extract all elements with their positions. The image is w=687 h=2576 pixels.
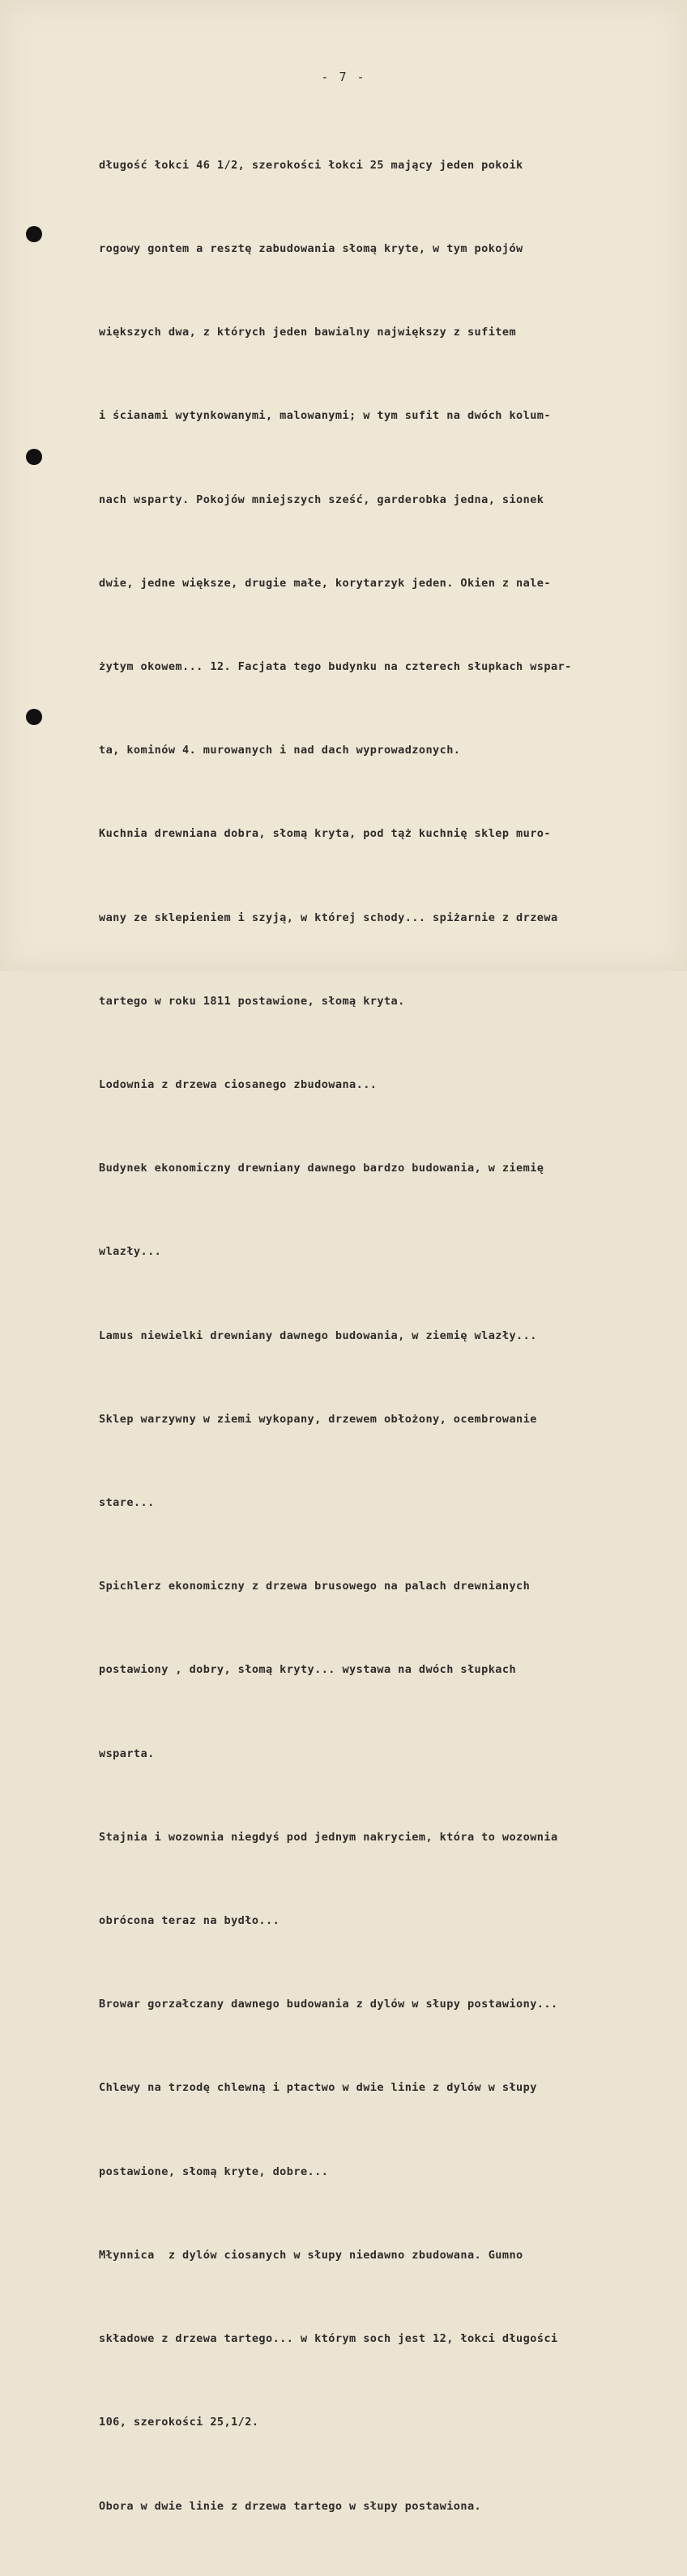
- punch-hole: [26, 709, 42, 725]
- text-line: długość łokci 46 1/2, szerokości łokci 25 mający jeden pokoik: [99, 158, 523, 172]
- body-text: [99, 96, 666, 2576]
- text-line: Lamus niewielki drewniany dawnego budowania, w ziemię wlazły...: [99, 1329, 537, 1342]
- text-line: i ścianami wytynkowanymi, malowanymi; w tym sufit na dwóch kolum-: [99, 409, 551, 423]
- text-line: żytym okowem... 12. Facjata tego budynku na czterech słupkach wspar-: [99, 660, 572, 674]
- text-line: wsparta.: [99, 1746, 155, 1760]
- text-line: wlazły...: [99, 1245, 162, 1259]
- text-line: Browar gorzałczany dawnego budowania z dylów w słupy postawiony...: [99, 1998, 558, 2011]
- text-line: Stajnia i wozownia niegdyś pod jednym nakryciem, która to wozownia: [99, 1830, 558, 1844]
- text-line: większych dwa, z których jeden bawialny największy z sufitem: [99, 326, 517, 339]
- text-line: dwie, jedne większe, drugie małe, korytarzyk jeden. Okien z nale-: [99, 576, 551, 590]
- text-line: nach wsparty. Pokojów mniejszych sześć, garderobka jedna, sionek: [99, 493, 544, 506]
- page-number: - 7 -: [321, 70, 366, 84]
- text-line: Młynnica z dylów ciosanych w słupy niedawno zbudowana. Gumno: [99, 2248, 523, 2262]
- text-line: obrócona teraz na bydło...: [99, 1914, 280, 1928]
- text-line: Chlewy na trzodę chlewną i ptactwo w dwie linie z dylów w słupy: [99, 2081, 537, 2095]
- text-line: 106, szerokości 25,1/2.: [99, 2416, 259, 2429]
- text-line: stare...: [99, 1496, 155, 1510]
- text-line: Budynek ekonomiczny drewniany dawnego bardzo budowania, w ziemię: [99, 1162, 544, 1175]
- text-line: Lodownia z drzewa ciosanego zbudowana...: [99, 1078, 378, 1092]
- text-line: Spichlerz ekonomiczny z drzewa brusowego na palach drewnianych: [99, 1580, 531, 1593]
- text-line: postawiony , dobry, słomą kryty... wystawa na dwóch słupkach: [99, 1663, 517, 1677]
- text-line: rogowy gontem a resztę zabudowania słomą kryte, w tym pokojów: [99, 242, 523, 256]
- text-line: ta, kominów 4. murowanych i nad dach wyprowadzonych.: [99, 744, 461, 757]
- text-line: Sklep warzywny w ziemi wykopany, drzewem obłożony, ocembrowanie: [99, 1412, 537, 1426]
- text-line: wany ze sklepieniem i szyją, w której schody... spiżarnie z drzewa: [99, 911, 558, 924]
- punch-hole: [26, 449, 42, 465]
- text-line: składowe z drzewa tartego... w którym soch jest 12, łokci długości: [99, 2332, 558, 2346]
- text-line: Kuchnia drewniana dobra, słomą kryta, pod tąż kuchnię sklep muro-: [99, 827, 551, 841]
- text-line: postawione, słomą kryte, dobre...: [99, 2164, 329, 2178]
- text-line: tartego w roku 1811 postawione, słomą kryta.: [99, 994, 405, 1008]
- text-line: Obora w dwie linie z drzewa tartego w słupy postawiona.: [99, 2499, 482, 2513]
- punch-hole: [26, 226, 42, 242]
